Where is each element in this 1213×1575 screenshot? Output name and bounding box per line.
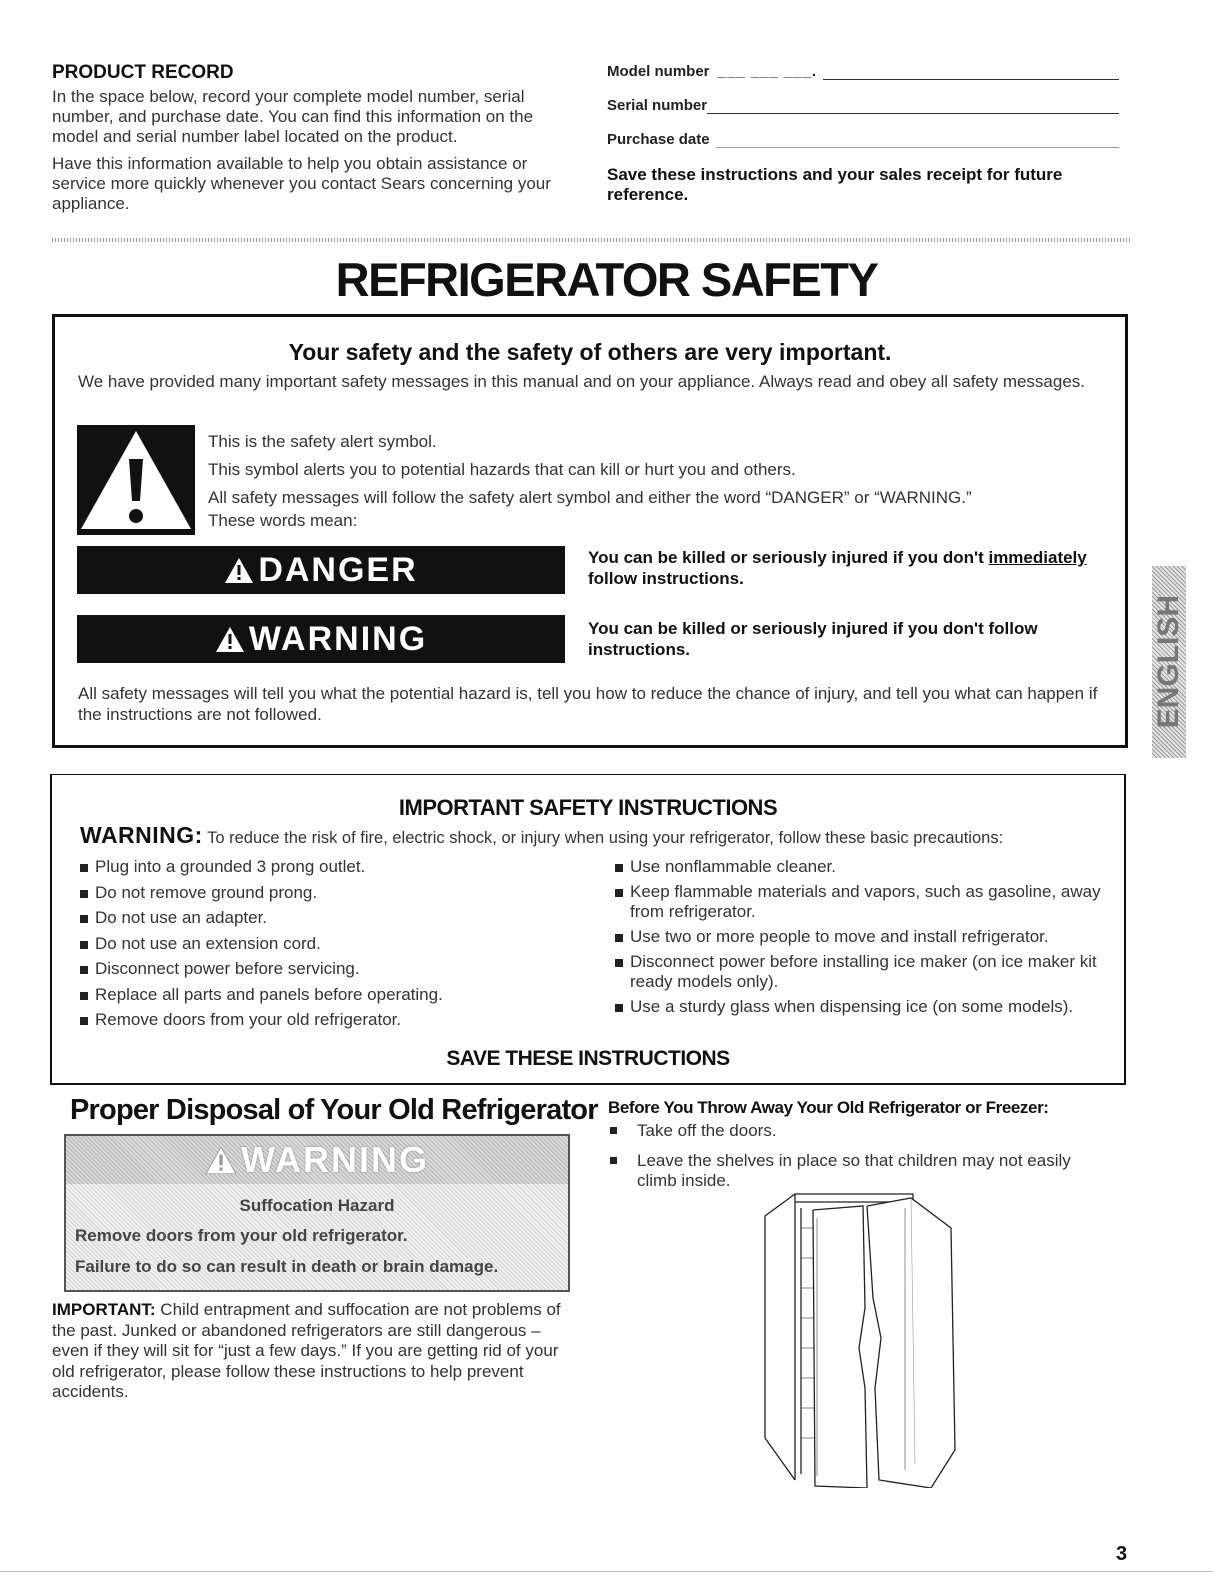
- precautions-list-left: [80, 857, 600, 1036]
- safety-box: [52, 314, 1128, 748]
- danger-description: [588, 547, 1123, 589]
- product-record-title: PRODUCT RECORD: [52, 62, 234, 83]
- purchase-date-line: [716, 133, 1119, 148]
- warning-alert-icon: [215, 626, 245, 653]
- product-record-paragraph-2: Have this information available to help you obtain assistance or service more quickly whenever you contact Sears concerning your appliance.: [52, 154, 551, 213]
- page-number: 3: [1116, 1543, 1128, 1565]
- list-item: Do not use an extension cord.: [80, 934, 600, 954]
- safety-alert-symbol: [77, 425, 195, 535]
- safety-headline: Your safety and the safety of others are very important.: [288, 339, 892, 365]
- language-label: ENGLISH: [1152, 595, 1185, 729]
- list-item: Take off the doors.: [608, 1121, 1108, 1141]
- model-number-mask: ___ ___ ___.: [717, 63, 818, 80]
- important-instructions-box: [50, 774, 1126, 1085]
- warning-label: WARNING: [248, 619, 428, 658]
- alert-line-3: All safety messages will follow the safety alert symbol and either the word “DANGER” or “WARNING.”: [208, 488, 972, 507]
- suffocation-hazard-label: Suffocation Hazard: [239, 1196, 395, 1215]
- safety-intro: We have provided many important safety messages in this manual and on your appliance. Always read and obey all safety messages.: [78, 372, 1086, 391]
- alert-line-2: This symbol alerts you to potential hazards that can kill or hurt you and others.: [208, 460, 796, 479]
- save-instructions-footer: SAVE THESE INSTRUCTIONS: [446, 1047, 730, 1070]
- before-throw-title: Before You Throw Away Your Old Refrigerator or Freezer:: [608, 1098, 1049, 1117]
- serial-number-line: [707, 99, 1119, 114]
- alert-line-1: This is the safety alert symbol.: [208, 432, 437, 451]
- refrigerator-doors-removed-illustration: [755, 1188, 967, 1488]
- list-item: Keep flammable materials and vapors, such as gasoline, away from refrigerator.: [615, 882, 1115, 922]
- bottom-rule: [0, 1571, 1213, 1572]
- model-number-label: Model number: [607, 63, 710, 80]
- danger-text-post: follow instructions.: [588, 569, 744, 588]
- warning-description: You can be killed or seriously injured if you don't follow instructions.: [588, 619, 1038, 659]
- important-label: IMPORTANT:: [52, 1300, 156, 1319]
- disposal-warning-label: WARNING: [241, 1139, 429, 1180]
- alert-triangle-icon: [77, 425, 195, 535]
- danger-signal-bar: [77, 546, 565, 594]
- danger-label: DANGER: [258, 550, 418, 589]
- list-item: Use two or more people to move and install refrigerator.: [615, 927, 1115, 947]
- disposal-warning-box: [64, 1134, 570, 1292]
- list-item: Do not use an adapter.: [80, 908, 600, 928]
- serial-number-field[interactable]: [607, 97, 1119, 114]
- disposal-title: Proper Disposal of Your Old Refrigerator: [70, 1094, 598, 1126]
- section-divider: [52, 238, 1130, 242]
- save-receipt-note: Save these instructions and your sales receipt for future reference.: [607, 165, 1063, 204]
- warning-signal-bar: [77, 615, 565, 663]
- instructions-warning: [80, 822, 1120, 849]
- disposal-warning-line-1: Remove doors from your old refrigerator.: [75, 1226, 408, 1245]
- model-number-line: [823, 65, 1119, 80]
- list-item: Remove doors from your old refrigerator.: [80, 1010, 600, 1030]
- list-item: Use a sturdy glass when dispensing ice (on some models).: [615, 997, 1115, 1017]
- list-item: Leave the shelves in place so that children may not easily climb inside.: [608, 1151, 1108, 1191]
- instructions-title: IMPORTANT SAFETY INSTRUCTIONS: [398, 795, 778, 820]
- model-number-field[interactable]: [607, 63, 1119, 80]
- disposal-alert-icon: [205, 1146, 237, 1175]
- disposal-warning-line-2: Failure to do so can result in death or brain damage.: [75, 1257, 499, 1276]
- serial-number-label: Serial number: [607, 97, 708, 114]
- instructions-warning-text: To reduce the risk of fire, electric shock, or injury when using your refrigerator, follow these basic precautions:: [202, 829, 1004, 847]
- danger-text-pre: You can be killed or seriously injured if you don't: [588, 548, 989, 567]
- important-text: Child entrapment and suffocation are not problems of the past. Junked or abandoned refrigerators are still dangerous – even if they will sit for “just a few days.” If you are getting rid of your old refrigerator, please follow these instructions to help prevent accidents.: [52, 1300, 561, 1401]
- precautions-list-right: [615, 857, 1115, 1022]
- language-side-tab: [1152, 566, 1186, 758]
- instructions-warning-label: WARNING:: [80, 822, 203, 848]
- important-paragraph: [52, 1300, 572, 1403]
- disposal-warning-bar: [66, 1136, 568, 1184]
- list-item: Plug into a grounded 3 prong outlet.: [80, 857, 600, 877]
- page-title: REFRIGERATOR SAFETY: [335, 253, 878, 306]
- purchase-date-field[interactable]: [607, 131, 1119, 148]
- list-item: Replace all parts and panels before operating.: [80, 985, 600, 1005]
- list-item: Do not remove ground prong.: [80, 883, 600, 903]
- danger-text-emphasis: immediately: [988, 548, 1087, 567]
- purchase-date-label: Purchase date: [607, 131, 710, 148]
- safety-footer: All safety messages will tell you what the potential hazard is, tell you how to reduce the chance of injury, and tell you what can happen if the instructions are not followed.: [78, 684, 1098, 724]
- danger-alert-icon: [224, 557, 254, 584]
- product-record-paragraph-1: In the space below, record your complete model number, serial number, and purchase date. You can find this information on the model and serial number label located on the product.: [52, 87, 534, 146]
- list-item: Disconnect power before installing ice maker (on ice maker kit ready models only).: [615, 952, 1115, 992]
- list-item: Use nonflammable cleaner.: [615, 857, 1115, 877]
- alert-line-4: These words mean:: [208, 511, 358, 530]
- list-item: Disconnect power before servicing.: [80, 959, 600, 979]
